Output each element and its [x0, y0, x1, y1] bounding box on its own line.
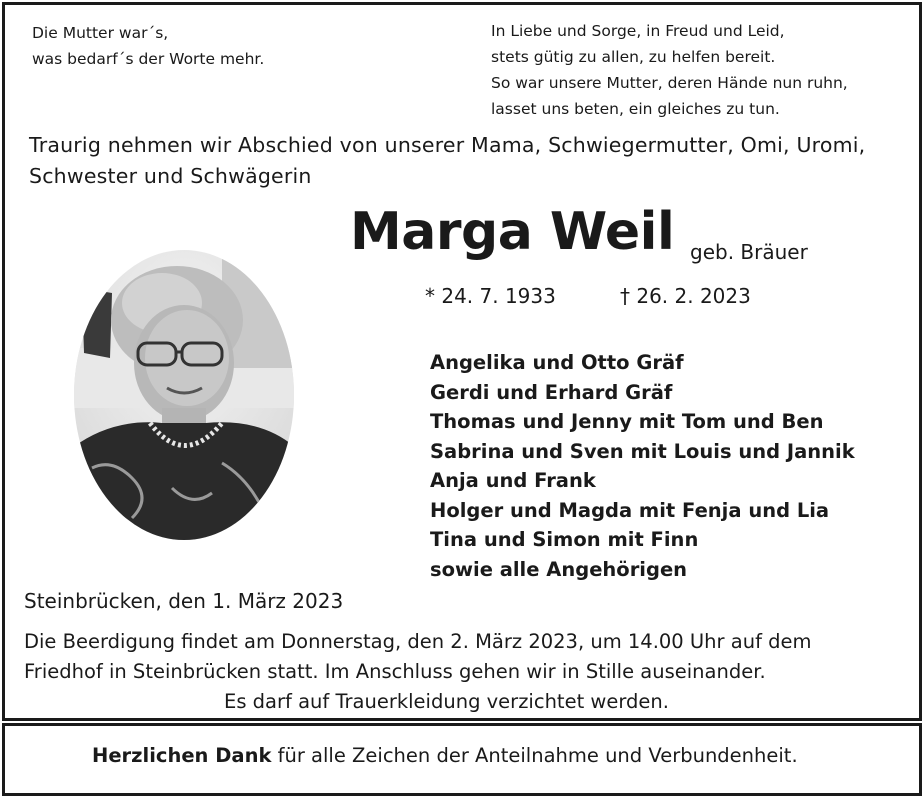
thanks-bold: Herzlichen Dank: [92, 744, 272, 767]
mourner-line: Sabrina und Sven mit Louis und Jannik: [430, 439, 855, 463]
funeral-line: Die Beerdigung findet am Donnerstag, den 2. März 2023, um 14.00 Uhr auf dem: [24, 630, 812, 653]
verse-line: Die Mutter war´s,: [32, 24, 169, 42]
maiden-name: geb. Bräuer: [690, 240, 808, 264]
verse-left: [32, 20, 264, 72]
death-date: † 26. 2. 2023: [620, 284, 751, 308]
thanks-rest: für alle Zeichen der Anteilnahme und Verbundenheit.: [271, 744, 798, 767]
verse-line: In Liebe und Sorge, in Freud und Leid,: [491, 22, 785, 40]
verse-line: So war unsere Mutter, deren Hände nun ruhn,: [491, 74, 848, 92]
mourner-line: Thomas und Jenny mit Tom und Ben: [430, 410, 824, 433]
intro-line: Schwester und Schwägerin: [29, 164, 312, 188]
intro-text: [29, 130, 865, 192]
mourners-list: [430, 348, 855, 584]
mourner-line: Tina und Simon mit Finn: [430, 528, 699, 551]
funeral-info: [24, 627, 894, 717]
place-date: Steinbrücken, den 1. März 2023: [24, 589, 344, 613]
deceased-name: Marga Weil: [350, 202, 675, 262]
intro-line: Traurig nehmen wir Abschied von unserer Mama, Schwiegermutter, Omi, Uromi,: [29, 133, 866, 157]
verse-line: lasset uns beten, ein gleiches zu tun.: [491, 100, 780, 118]
mourner-line: Angelika und Otto Gräf: [430, 351, 684, 374]
verse-line: stets gütig zu allen, zu helfen bereit.: [491, 48, 776, 66]
funeral-line: Friedhof in Steinbrücken statt. Im Anschluss gehen wir in Stille auseinander.: [24, 660, 766, 683]
mourner-line: sowie alle Angehörigen: [430, 557, 688, 581]
mourner-line: Anja und Frank: [430, 469, 596, 492]
verse-line: was bedarf´s der Worte mehr.: [32, 50, 265, 68]
mourner-line: Holger und Magda mit Fenja und Lia: [430, 498, 830, 522]
verse-right: [491, 18, 848, 122]
birth-date: * 24. 7. 1933: [425, 284, 556, 308]
funeral-line: Es darf auf Trauerkleidung verzichtet werden.: [224, 690, 669, 713]
mourner-line: Gerdi und Erhard Gräf: [430, 380, 673, 404]
thanks-text: [92, 744, 798, 767]
portrait-photo: [72, 248, 296, 542]
